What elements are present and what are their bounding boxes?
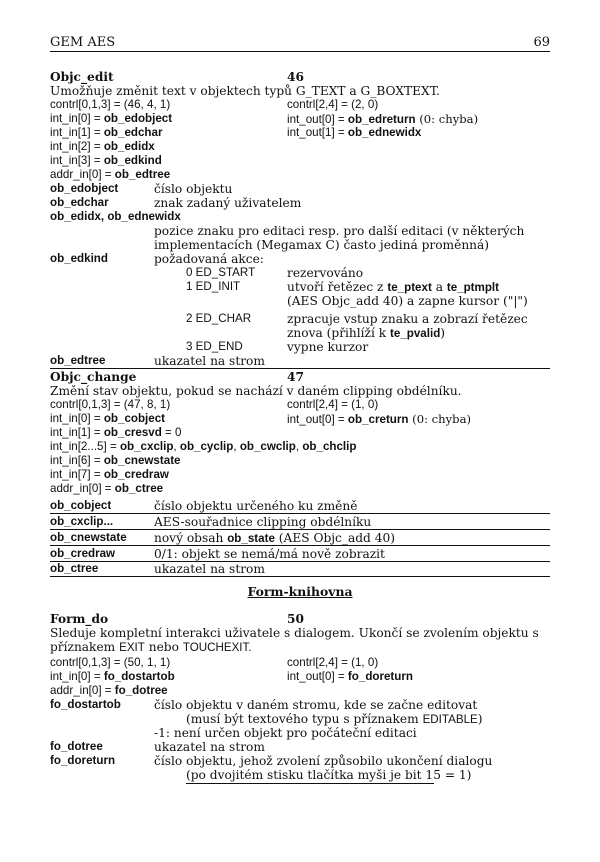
header-title: GEM AES	[50, 35, 116, 50]
param-name: ob_ctree	[50, 562, 99, 575]
param-desc: číslo objektu	[154, 182, 233, 196]
function-name-form-do: Form_do	[50, 612, 109, 626]
param-name: ob_credraw	[50, 547, 116, 560]
edkind-code: 3 ED_END	[186, 340, 243, 353]
contrl-out: contrl[2,4] = (2, 0)	[287, 98, 379, 111]
addr-in-0: addr_in[0] = fo_dotree	[50, 684, 168, 697]
int-in-2: int_in[2] = ob_edidx	[50, 140, 155, 153]
edkind-desc: znova (přihlíží k te_pvalid)	[287, 326, 446, 340]
param-desc: číslo objektu určeného ku změně	[154, 499, 358, 513]
function-description: příznakem EXIT nebo TOUCHEXIT.	[50, 640, 252, 654]
addr-in-0: addr_in[0] = ob_edtree	[50, 168, 171, 181]
int-out-0: int_out[0] = ob_edreturn (0: chyba)	[287, 112, 479, 126]
param-desc: -1: není určen objekt pro počáteční editaci	[154, 726, 417, 740]
param-name: ob_edkind	[50, 252, 108, 265]
int-out-0: int_out[0] = ob_creturn (0: chyba)	[287, 412, 472, 426]
addr-in-0: addr_in[0] = ob_ctree	[50, 482, 164, 495]
int-in-3: int_in[3] = ob_edkind	[50, 154, 162, 167]
function-number-form-do: 50	[287, 612, 304, 626]
param-name: ob_edidx, ob_ednewidx	[50, 210, 181, 223]
param-name: ob_cnewstate	[50, 531, 127, 544]
param-name: fo_dotree	[50, 740, 103, 753]
function-number-objc-change: 47	[287, 370, 304, 384]
param-desc: pozice znaku pro editaci resp. pro další editaci (v některých	[154, 224, 525, 238]
function-description: Změní stav objektu, pokud se nachází v daném clipping obdélníku.	[50, 384, 462, 398]
edkind-code: 2 ED_CHAR	[186, 312, 252, 325]
int-in-0: int_in[0] = fo_dostartob	[50, 670, 175, 683]
function-number-objc-edit: 46	[287, 70, 304, 84]
param-desc: ukazatel na strom	[154, 740, 265, 754]
param-desc: požadovaná akce:	[154, 252, 264, 266]
running-header	[50, 35, 550, 52]
function-name-objc-edit: Objc_edit	[50, 70, 114, 84]
param-desc: implementacích (Megamax C) často jediná proměnná)	[154, 238, 490, 252]
int-in-0: int_in[0] = ob_edobject	[50, 112, 173, 125]
divider-rule	[50, 513, 550, 514]
edkind-desc: (AES Objc_add 40) a zapne kursor ("|")	[287, 294, 528, 308]
divider-rule	[50, 529, 550, 530]
divider-rule	[50, 561, 550, 562]
contrl-in: contrl[0,1,3] = (47, 8, 1)	[50, 398, 171, 411]
edkind-desc: rezervováno	[287, 266, 364, 280]
divider-rule	[50, 545, 550, 546]
param-name: ob_edobject	[50, 182, 119, 195]
param-desc: ukazatel na strom	[154, 354, 265, 368]
int-in-2-5: int_in[2...5] = ob_cxclip, ob_cyclip, ob_cwclip, ob_chclip	[50, 440, 357, 453]
param-name: ob_cobject	[50, 499, 112, 512]
edkind-code: 0 ED_START	[186, 266, 256, 279]
param-desc: AES-souřadnice clipping obdélníku	[154, 515, 372, 529]
contrl-out: contrl[2,4] = (1, 0)	[287, 656, 379, 669]
param-desc: nový obsah ob_state (AES Objc_add 40)	[154, 531, 395, 545]
int-out-0: int_out[0] = fo_doreturn	[287, 670, 413, 683]
edkind-desc: zpracuje vstup znaku a zobrazí řetězec	[287, 312, 528, 326]
function-description: Umožňuje změnit text v objektech typů G_TEXT a G_BOXTEXT.	[50, 84, 440, 98]
param-desc: (musí být textového typu s příznakem EDITABLE)	[186, 712, 483, 726]
int-in-1: int_in[1] = ob_cresvd = 0	[50, 426, 182, 439]
edkind-code: 1 ED_INIT	[186, 280, 241, 293]
param-name: ob_cxclip...	[50, 515, 114, 528]
int-in-7: int_in[7] = ob_credraw	[50, 468, 169, 481]
param-desc: 0/1: objekt se nemá/má nově zobrazit	[154, 547, 385, 561]
divider-rule	[50, 368, 550, 369]
contrl-out: contrl[2,4] = (1, 0)	[287, 398, 379, 411]
param-desc: číslo objektu v daném stromu, kde se začne editovat	[154, 698, 478, 712]
param-desc: znak zadaný uživatelem	[154, 196, 302, 210]
param-name: ob_edchar	[50, 196, 109, 209]
function-name-objc-change: Objc_change	[50, 370, 137, 384]
param-name: fo_doreturn	[50, 754, 116, 767]
param-desc: (po dvojitém stisku tlačítka myši je bit 15 = 1)	[186, 768, 472, 782]
page-number: 69	[533, 35, 550, 50]
contrl-in: contrl[0,1,3] = (46, 4, 1)	[50, 98, 171, 111]
param-desc: číslo objektu, jehož zvolení způsobilo ukončení dialogu	[154, 754, 493, 768]
int-in-6: int_in[6] = ob_cnewstate	[50, 454, 181, 467]
divider-rule	[50, 576, 550, 577]
divider-rule	[186, 783, 434, 784]
param-desc: ukazatel na strom	[154, 562, 265, 576]
section-title: Form-knihovna	[247, 584, 353, 599]
int-in-1: int_in[1] = ob_edchar	[50, 126, 163, 139]
int-in-0: int_in[0] = ob_cobject	[50, 412, 166, 425]
function-description: Sleduje kompletní interakci uživatele s dialogem. Ukončí se zvolením objektu s	[50, 626, 539, 640]
param-name: ob_edtree	[50, 354, 106, 367]
contrl-in: contrl[0,1,3] = (50, 1, 1)	[50, 656, 171, 669]
int-out-1: int_out[1] = ob_ednewidx	[287, 126, 422, 139]
param-name: fo_dostartob	[50, 698, 121, 711]
edkind-desc: utvoří řetězec z te_ptext a te_ptmplt	[287, 280, 500, 294]
edkind-desc: vypne kurzor	[287, 340, 369, 354]
